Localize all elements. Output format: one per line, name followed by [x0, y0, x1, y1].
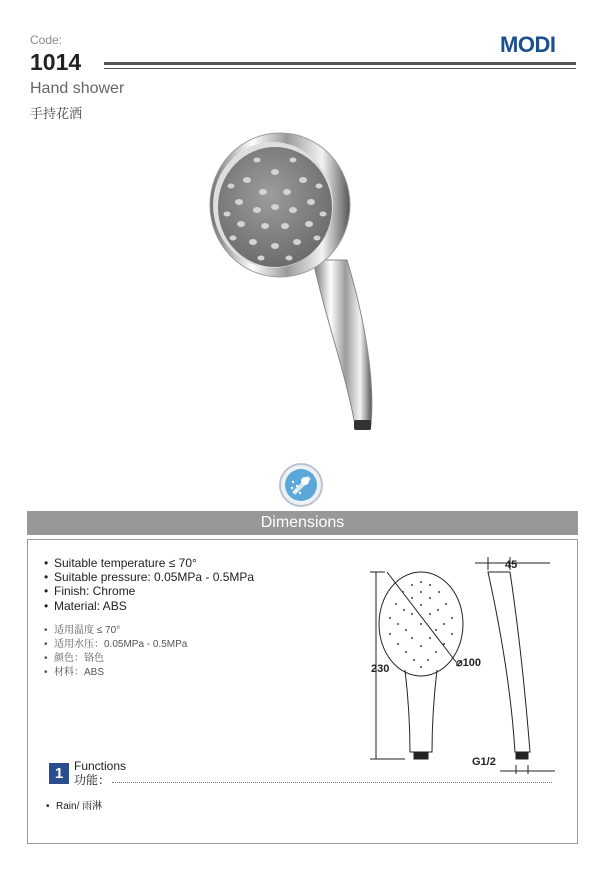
product-name-en: Hand shower: [30, 80, 125, 97]
header-rule: [104, 62, 576, 65]
function-item-text: Rain/ 雨淋: [56, 801, 103, 812]
functions-title-zh: 功能：: [74, 773, 111, 787]
product-code: 1014: [30, 49, 82, 75]
code-label: Code:: [30, 33, 63, 47]
spec-text-zh: 颜色：铬色: [54, 653, 104, 664]
functions-title-en: Functions: [74, 759, 127, 773]
length-dimension-label: 230: [371, 663, 390, 675]
function-item: • Rain/ 雨淋: [46, 801, 103, 812]
hand-shower-photo: [195, 120, 415, 445]
spec-text: Finish: Chrome: [54, 584, 136, 598]
spec-item-en: • Finish: Chrome: [44, 584, 136, 598]
spec-item-zh: • 适用水压：0.05MPa - 0.5MPa: [44, 639, 188, 650]
functions-divider: [112, 782, 552, 783]
width-dimension-label: 45: [505, 559, 518, 571]
header-rule-thin: [104, 68, 576, 69]
rain-function-icon: [278, 462, 324, 508]
spec-item-en: • Suitable temperature ≤ 70°: [44, 556, 197, 570]
spec-item-zh: • 材料：ABS: [44, 667, 105, 678]
functions-number-badge: 1: [49, 763, 69, 784]
spec-text-zh: 适用温度 ≤ 70°: [54, 625, 121, 636]
spec-item-zh: • 颜色：铬色: [44, 653, 104, 664]
product-name-zh: 手持花洒: [30, 106, 83, 121]
thread-dimension-label: G1/2: [472, 756, 496, 768]
spec-item-zh: • 适用温度 ≤ 70°: [44, 625, 121, 636]
dimensions-banner: Dimensions: [27, 511, 578, 535]
brand-logo: MODI: [500, 32, 556, 57]
spec-item-en: • Suitable pressure: 0.05MPa - 0.5MPa: [44, 570, 255, 584]
spec-text-zh: 材料：ABS: [54, 667, 105, 678]
dimension-drawing: [360, 552, 565, 777]
spec-item-en: • Material: ABS: [44, 599, 127, 613]
spec-text: Material: ABS: [54, 599, 127, 613]
diameter-dimension-label: ⌀100: [456, 657, 481, 669]
spec-text: Suitable temperature ≤ 70°: [54, 556, 197, 570]
spec-text-zh: 适用水压：0.05MPa - 0.5MPa: [54, 639, 188, 650]
spec-text: Suitable pressure: 0.05MPa - 0.5MPa: [54, 570, 255, 584]
